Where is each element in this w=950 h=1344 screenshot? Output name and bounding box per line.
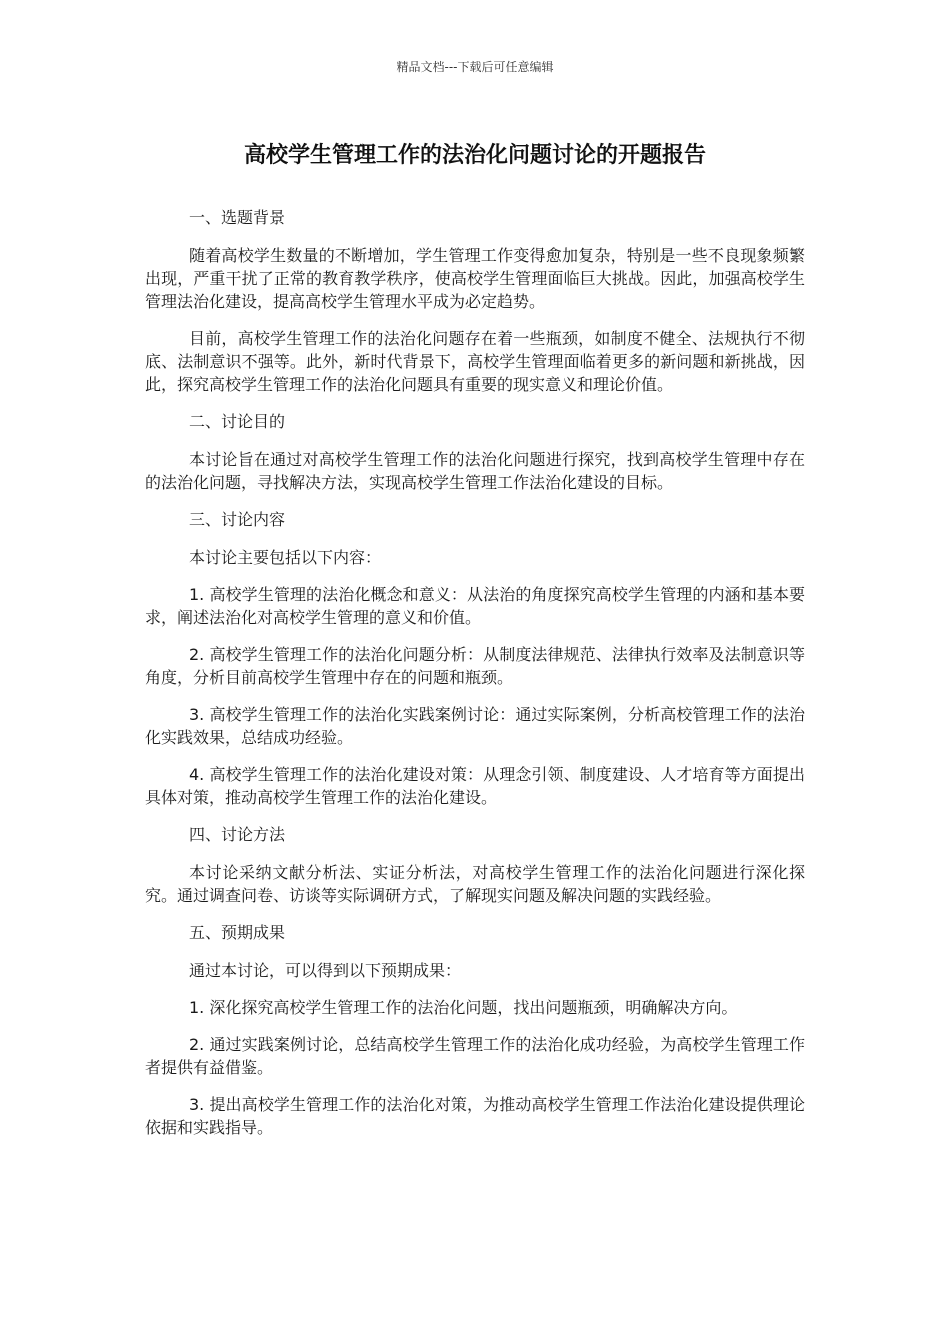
paragraph: 随着高校学生数量的不断增加，学生管理工作变得愈加复杂，特别是一些不良现象频繁出现，严重干扰了正常的教育教学秩序，使高校学生管理面临巨大挑战。因此，加强高校学生管理法治化建设，提高高校学生管理水平成为必定趋势。 [145,246,805,311]
section-heading-outcomes: 五、预期成果 [189,923,286,942]
paragraph: 目前，高校学生管理工作的法治化问题存在着一些瓶颈，如制度不健全、法规执行不彻底、法制意识不强等。此外，新时代背景下，高校学生管理面临着更多的新问题和新挑战，因此，探究高校学生管理工作的法治化问题具有重要的现实意义和理论价值。 [145,329,805,394]
paragraph: 本讨论主要包括以下内容： [189,548,382,567]
list-item: 1. 深化探究高校学生管理工作的法治化问题，找出问题瓶颈，明确解决方向。 [189,998,738,1017]
section-heading-method: 四、讨论方法 [189,825,286,844]
list-item: 1. 高校学生管理的法治化概念和意义：从法治的角度探究高校学生管理的内涵和基本要求，阐述法治化对高校学生管理的意义和价值。 [145,585,805,627]
list-item: 2. 高校学生管理工作的法治化问题分析：从制度法律规范、法律执行效率及法制意识等角度，分析目前高校学生管理中存在的问题和瓶颈。 [145,645,805,687]
section-heading-purpose: 二、讨论目的 [189,412,286,431]
section-heading-background: 一、选题背景 [189,208,286,227]
paragraph: 本讨论旨在通过对高校学生管理工作的法治化问题进行探究，找到高校学生管理中存在的法治化问题，寻找解决方法，实现高校学生管理工作法治化建设的目标。 [145,450,805,492]
list-item: 3. 提出高校学生管理工作的法治化对策，为推动高校学生管理工作法治化建设提供理论依据和实践指导。 [145,1095,805,1137]
header-note: 精品文档---下载后可任意编辑 [396,60,554,74]
list-item: 3. 高校学生管理工作的法治化实践案例讨论：通过实际案例，分析高校管理工作的法治化实践效果，总结成功经验。 [145,705,805,747]
section-heading-content: 三、讨论内容 [189,510,286,529]
list-item: 2. 通过实践案例讨论，总结高校学生管理工作的法治化成功经验，为高校学生管理工作者提供有益借鉴。 [145,1035,805,1077]
paragraph: 通过本讨论，可以得到以下预期成果： [189,961,462,980]
list-item: 4. 高校学生管理工作的法治化建设对策：从理念引领、制度建设、人才培育等方面提出具体对策，推动高校学生管理工作的法治化建设。 [145,765,805,807]
document-title: 高校学生管理工作的法治化问题讨论的开题报告 [243,143,706,168]
paragraph: 本讨论采纳文献分析法、实证分析法，对高校学生管理工作的法治化问题进行深化探究。通过调查问卷、访谈等实际调研方式，了解现实问题及解决问题的实践经验。 [145,863,805,905]
document-body [145,206,805,1153]
